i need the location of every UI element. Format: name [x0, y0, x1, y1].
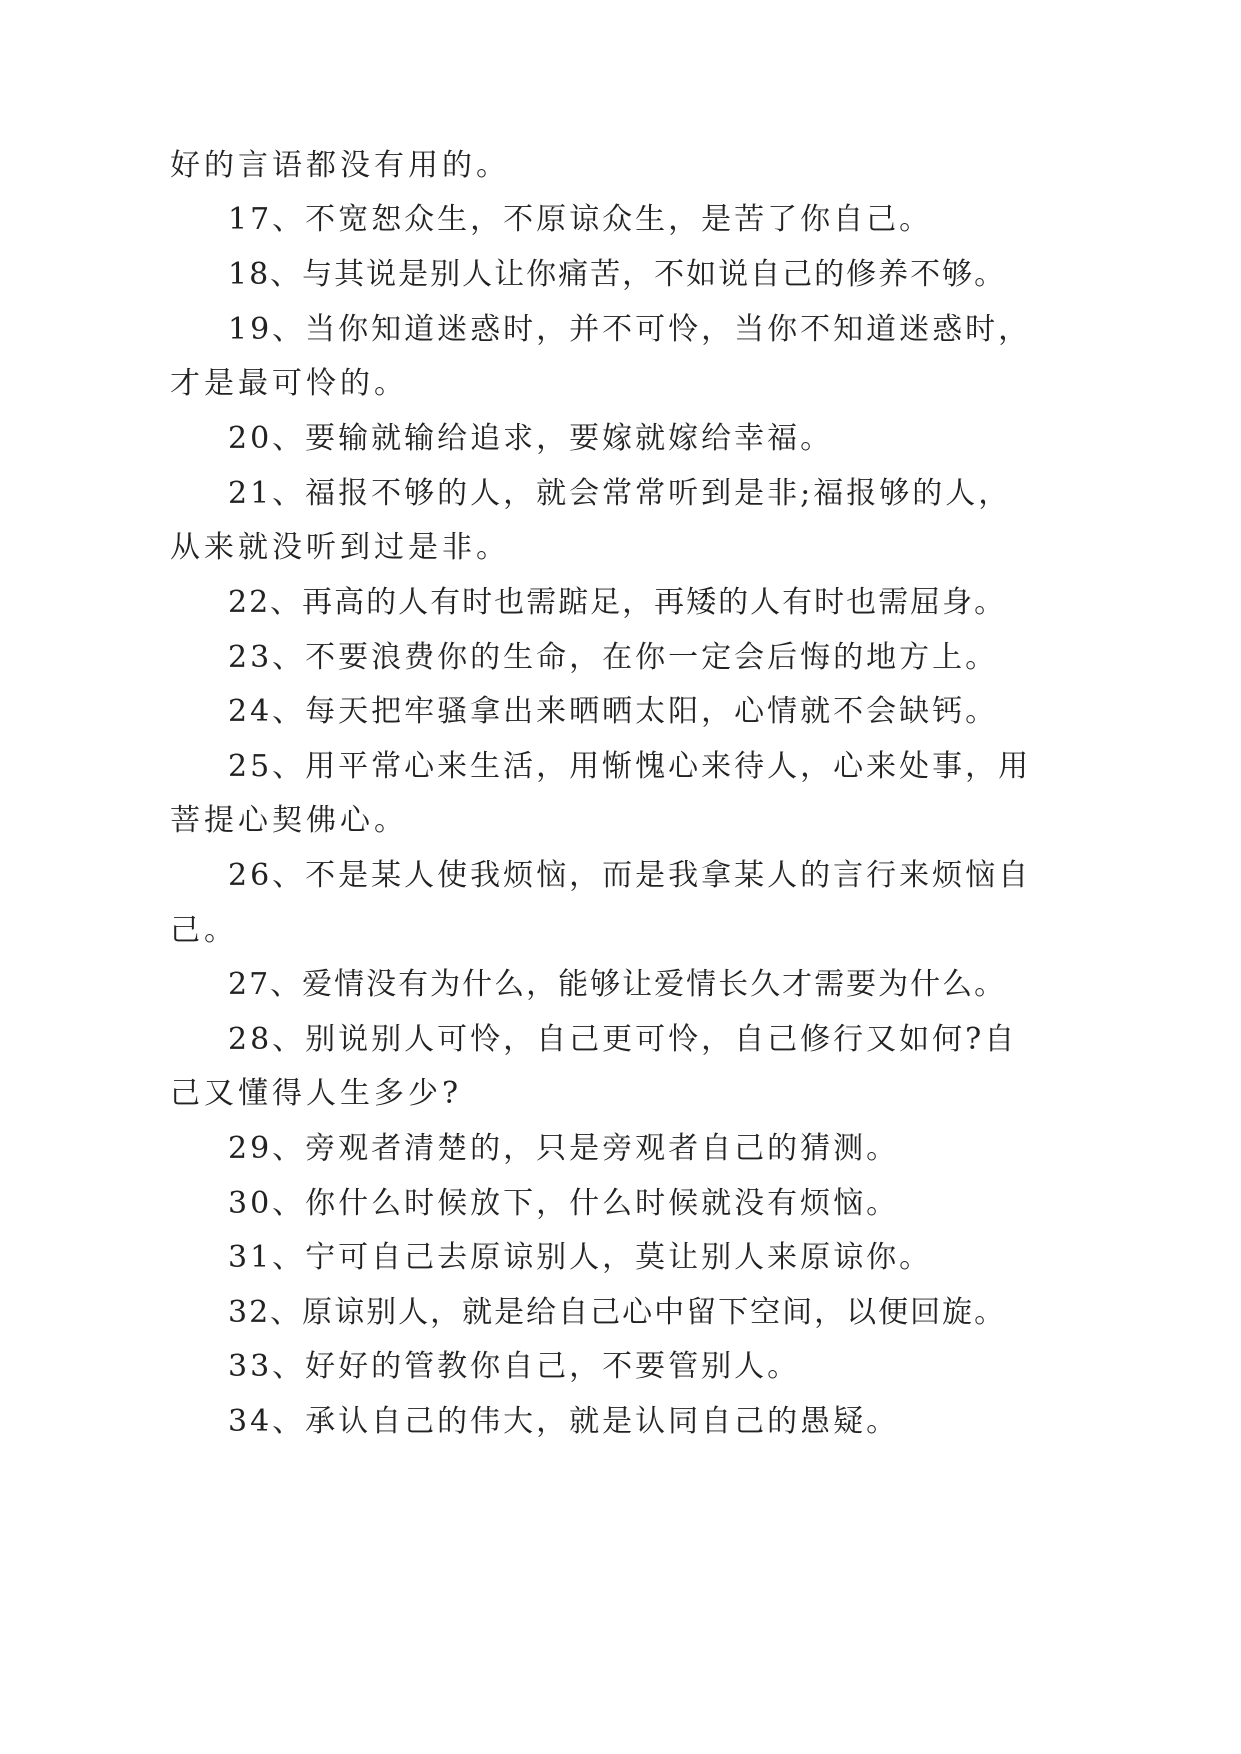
- text-line-17: 28、别说别人可怜，自己更可怜，自己修行又如何?自: [228, 1022, 1018, 1057]
- text-line-19: 29、旁观者清楚的，只是旁观者自己的猜测。: [228, 1131, 900, 1166]
- text-line-8: 从来就没听到过是非。: [170, 530, 510, 565]
- text-line-13: 菩提心契佛心。: [170, 803, 408, 838]
- text-line-6: 20、要输就输给追求，要嫁就嫁给幸福。: [228, 421, 834, 456]
- text-line-1: 好的言语都没有用的。: [170, 148, 510, 183]
- text-line-12: 25、用平常心来生活，用惭愧心来待人，心来处事，用: [228, 749, 1032, 784]
- text-line-15: 己。: [170, 913, 238, 948]
- text-line-21: 31、宁可自己去原谅别人，莫让别人来原谅你。: [228, 1240, 933, 1275]
- text-line-14: 26、不是某人使我烦恼，而是我拿某人的言行来烦恼自: [228, 858, 1032, 893]
- text-line-4: 19、当你知道迷惑时，并不可怜，当你不知道迷惑时，: [228, 312, 1032, 347]
- text-line-3: 18、与其说是别人让你痛苦，不如说自己的修养不够。: [228, 257, 1007, 292]
- text-line-10: 23、不要浪费你的生命，在你一定会后悔的地方上。: [228, 640, 999, 675]
- text-line-22: 32、原谅别人，就是给自己心中留下空间，以便回旋。: [228, 1295, 1007, 1330]
- text-line-24: 34、承认自己的伟大，就是认同自己的愚疑。: [228, 1404, 900, 1439]
- text-line-7: 21、福报不够的人，就会常常听到是非;福报够的人，: [228, 476, 1012, 511]
- text-line-20: 30、你什么时候放下，什么时候就没有烦恼。: [228, 1186, 900, 1221]
- text-line-11: 24、每天把牢骚拿出来晒晒太阳，心情就不会缺钙。: [228, 694, 999, 729]
- text-line-18: 己又懂得人生多少?: [170, 1076, 463, 1111]
- text-line-5: 才是最可怜的。: [170, 366, 408, 401]
- text-line-16: 27、爱情没有为什么，能够让爱情长久才需要为什么。: [228, 967, 1007, 1002]
- text-line-2: 17、不宽恕众生，不原谅众生，是苦了你自己。: [228, 202, 933, 237]
- text-line-23: 33、好好的管教你自己，不要管别人。: [228, 1349, 801, 1384]
- text-line-9: 22、再高的人有时也需踮足，再矮的人有时也需屈身。: [228, 585, 1007, 620]
